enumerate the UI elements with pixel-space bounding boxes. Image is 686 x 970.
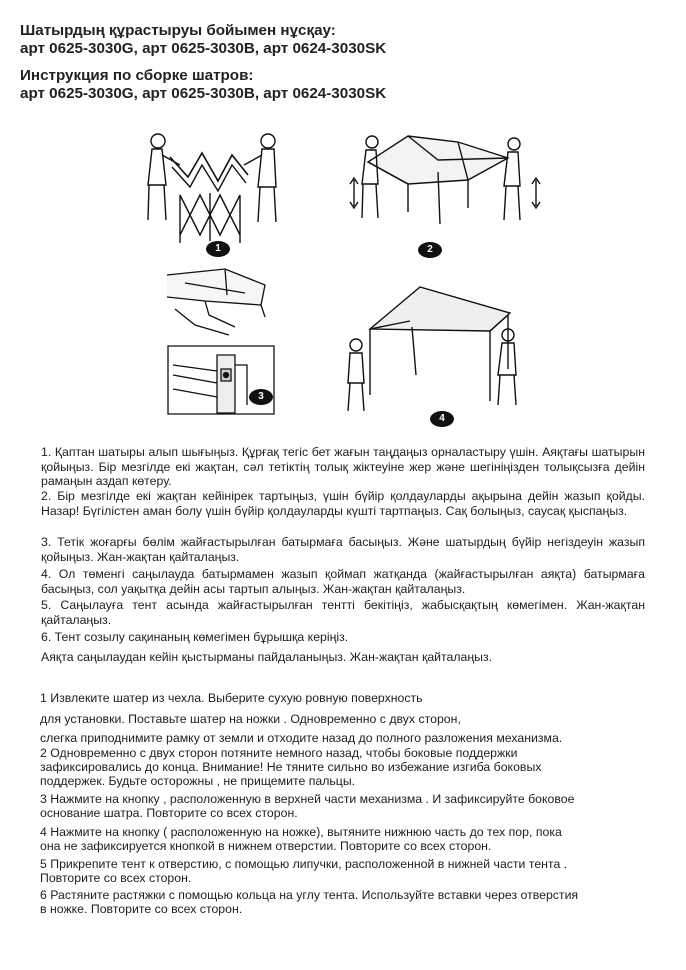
ru-line-12: Повторите со всех сторон.: [40, 871, 192, 885]
kz-step-4: 4. Ол төменгі саңылауда батырмамен жазып қоймап жатқанда (жайғастырылған аяқта) батырмаға басыңыз, сол уақытқа дейін асы тартып алыңыз. Жан-жақтан қайталаңыз.: [41, 567, 645, 596]
figure-3-top-detail: [165, 265, 275, 345]
figure-1-number: 1: [206, 241, 230, 257]
kz-step-5: 5. Саңылауға тент асында жайғастырылған тентті бекітіңіз, жабысқақтың көмегімен. Жан-жақтан қайталаңыз.: [41, 598, 645, 627]
ru-line-13: 6 Растяните растяжки с помощью кольца на углу тента. Используйте вставки через отверстия: [40, 888, 579, 902]
ru-title-line-1: Инструкция по сборке шатров:: [20, 67, 254, 84]
kz-step-6-note: Аяқта саңылаудан кейін қыстырманы пайдаланыңыз. Жан-жақтан қайталаңыз.: [41, 650, 493, 664]
kz-step-3: 3. Тетік жоғарғы бөлім жайғастырылған батырмаға басыңыз. Және шатырдың бүйір негіздеуін жазып қойыңыз. Жан-жақтан қайталаңыз.: [41, 535, 645, 564]
ru-line-2: для установки. Поставьте шатер на ножки . Одновременно с двух сторон,: [40, 712, 461, 726]
ru-line-14: в ножке. Повторите со всех сторон.: [40, 902, 243, 916]
ru-line-6: поддержек. Будьте осторожны , не прищемите пальцы.: [40, 774, 356, 788]
ru-line-3: слегка приподнимите рамку от земли и отходите назад до полного разложения механизма.: [40, 731, 563, 745]
ru-line-9: 4 Нажмите на кнопку ( расположенную на ножке), вытяните нижнюю часть до тех пор, пока: [40, 825, 562, 839]
ru-line-1: 1 Извлеките шатер из чехла. Выберите сухую ровную поверхность: [40, 691, 423, 705]
ru-title-line-2: арт 0625-3030G, арт 0625-3030В, арт 0624-3030SK: [20, 85, 387, 102]
ru-line-5: зафиксировались до конца. Внимание! Не тяните сильно во избежание изгиба боковых: [40, 760, 542, 774]
ru-line-7: 3 Нажмите на кнопку , расположенную в верхней части механизма . И зафиксируйте боковое: [40, 792, 575, 806]
ru-line-8: основание шатра. Повторите со всех сторон.: [40, 806, 298, 820]
kz-step-2: 2. Бір мезгілде екі жақтан кейінірек тартыңыз, үшін бүйір қолдауларды ақырына дейін жазып қойды. Назар! Бүгілістен аман болу үшін бүйір қолдауларды күшті тартпаңыз. Сақ болыңыз, саусақ қыспаңыз.: [41, 489, 645, 518]
figure-4-assembled-tent: [340, 283, 540, 428]
ru-line-4: 2 Одновременно с двух сторон потяните немного назад, чтобы боковые поддержки: [40, 746, 518, 760]
ru-line-11: 5 Прикрепите тент к отверстию, с помощью липучки, расположенной в нижней части тента .: [40, 857, 568, 871]
figure-3-button-detail: [167, 345, 275, 415]
kz-title-line-2: арт 0625-3030G, арт 0625-3030В, арт 0624-3030SK: [20, 40, 387, 57]
ru-line-10: она не зафиксируется кнопкой в нижнем отверстии. Повторите со всех сторон.: [40, 839, 492, 853]
kz-title-line-1: Шатырдың құрастыруы бойымен нұсқау:: [20, 22, 336, 39]
figure-3-number: 3: [249, 389, 273, 405]
kz-step-1: 1. Қаптан шатыры алып шығыңыз. Құрғақ тегіс бет жағын таңдаңыз орналастыру үшін. Аяқтағы шатырын қойыңыз. Бір мезгілде екі жақтан, сәл тетіктің толық жіктеуіне жер және шегініңізден толықсызға дейін рамаңын аздап көтеру.: [41, 445, 645, 489]
figure-1-unfold-frame: [140, 125, 300, 260]
figure-4-number: 4: [430, 411, 454, 427]
figure-2-expand-frame: [348, 132, 548, 260]
kz-step-6: 6. Тент созылу сақинаның көмегімен бұрышқа керіңіз.: [41, 630, 349, 644]
figure-2-number: 2: [418, 242, 442, 258]
